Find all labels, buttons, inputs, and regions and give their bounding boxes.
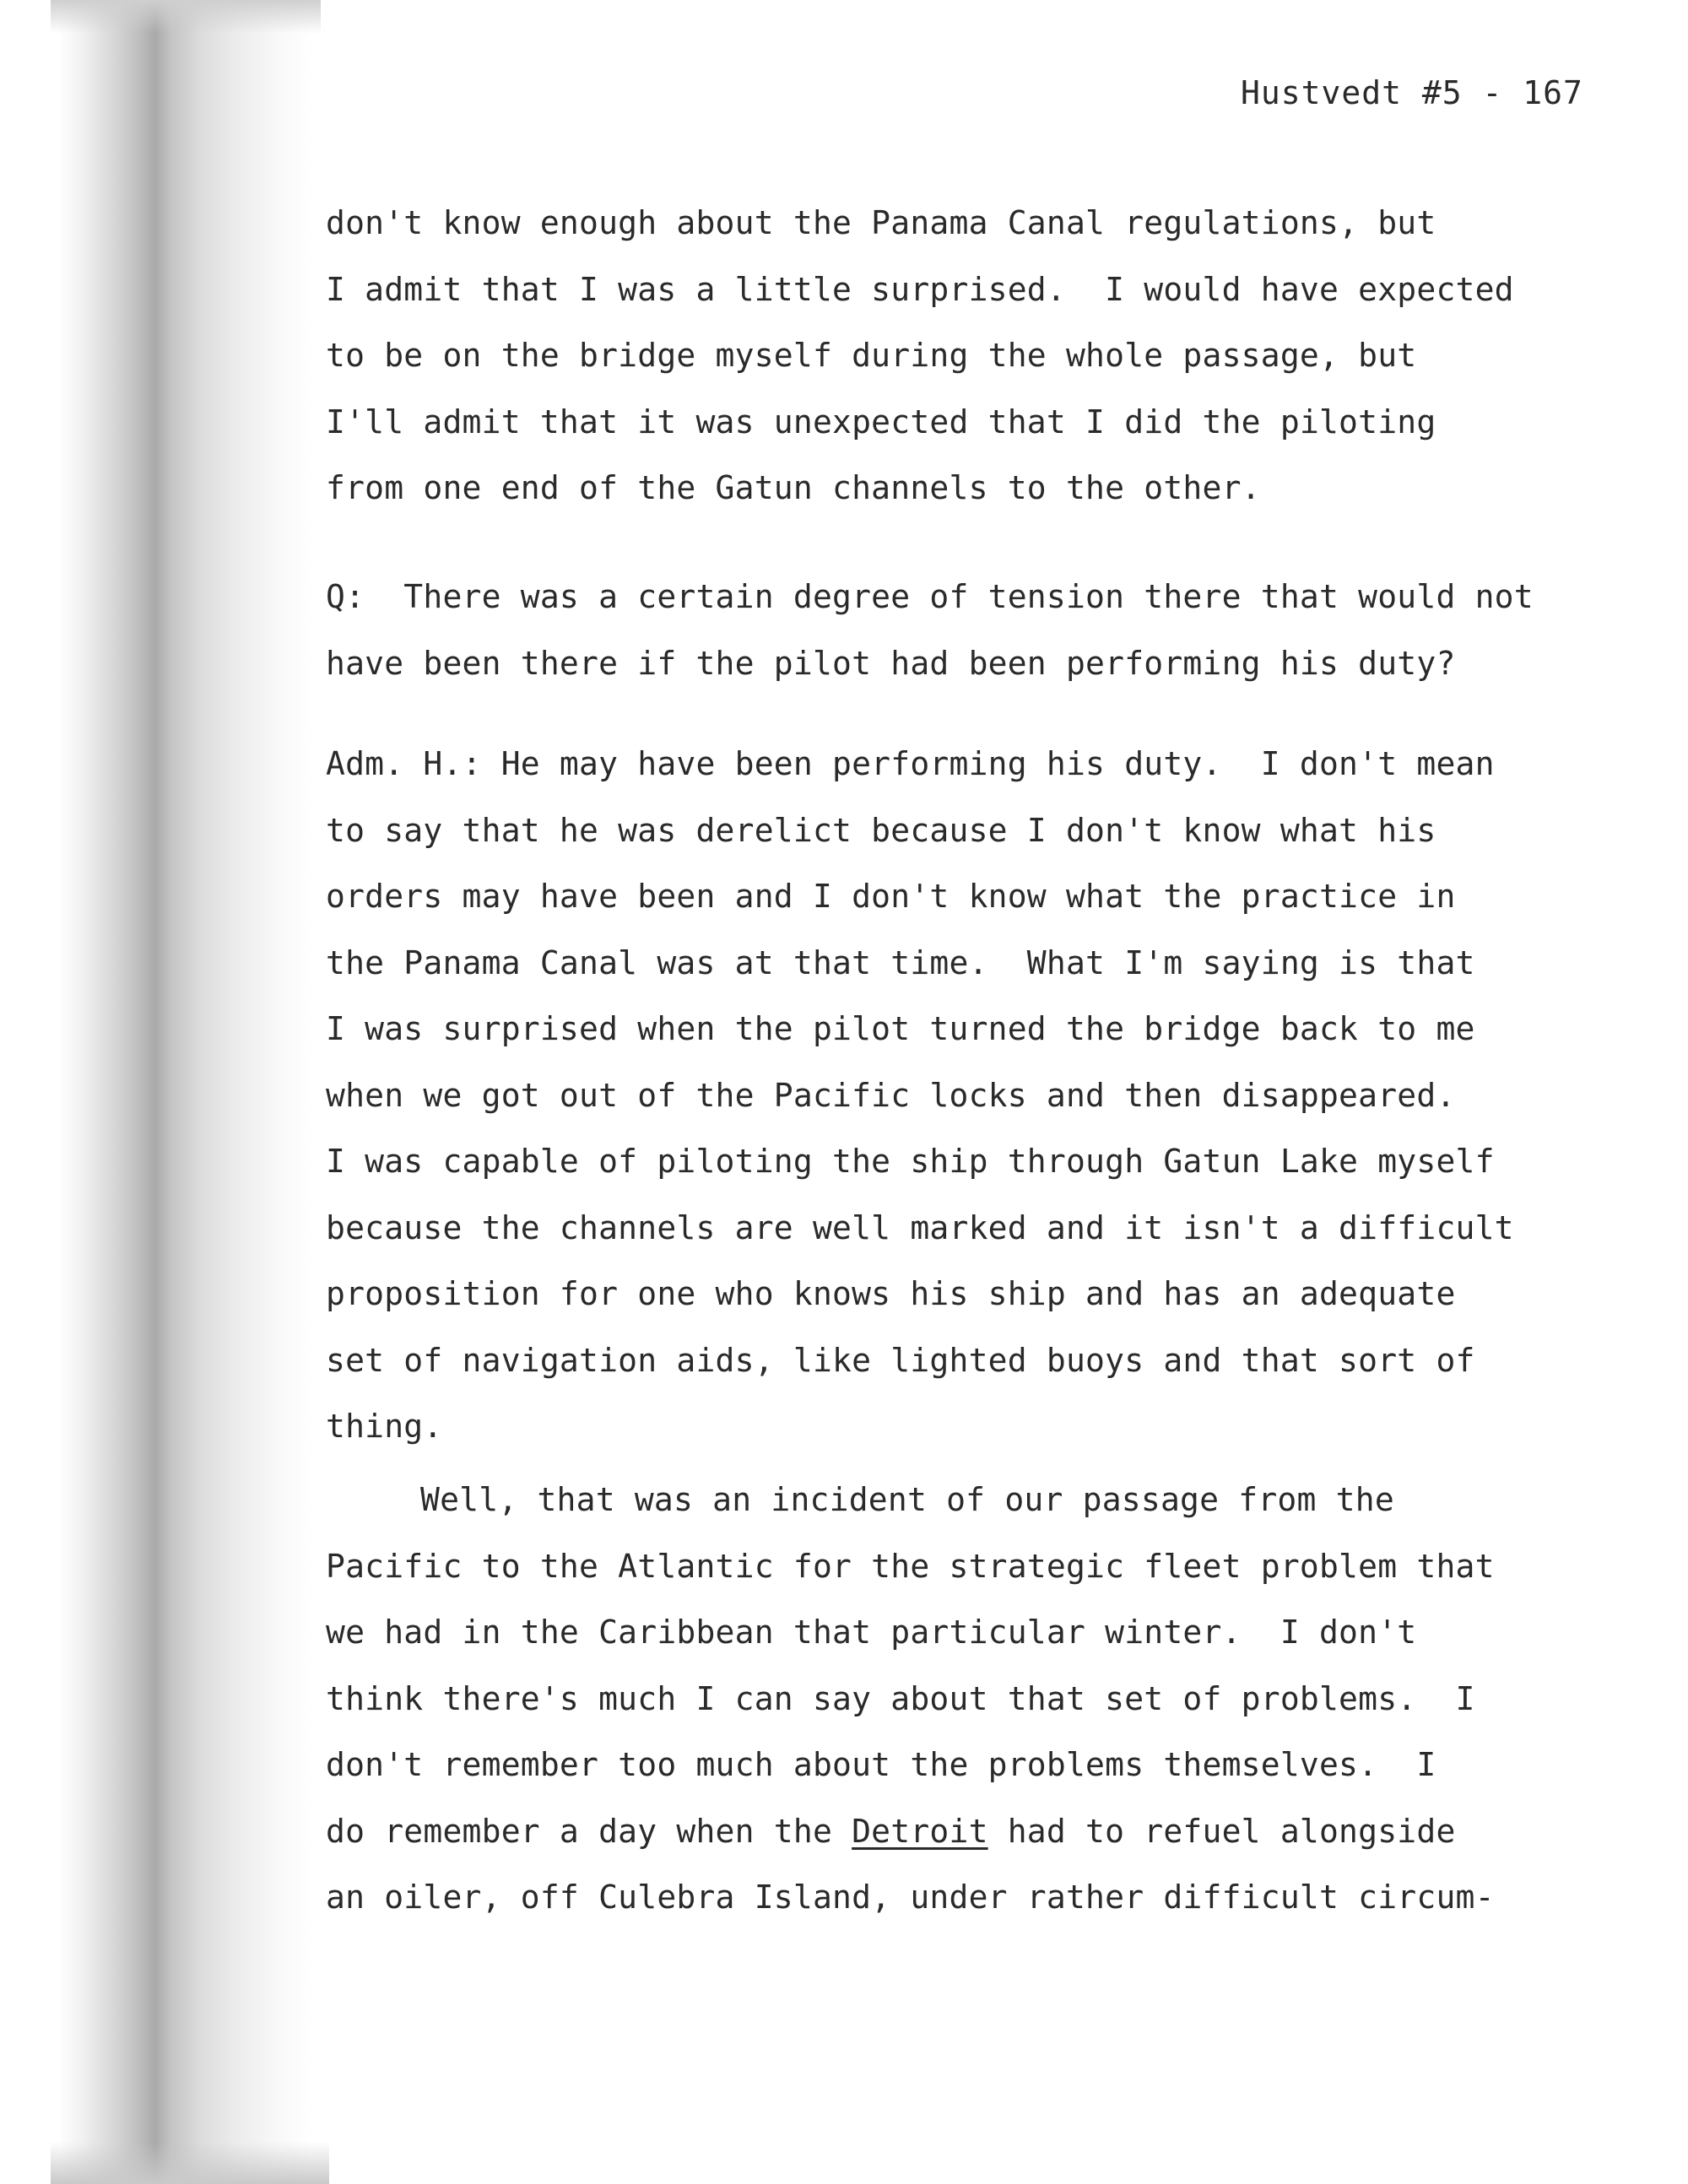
answer-line: thing. xyxy=(326,1408,443,1445)
question-line: have been there if the pilot had been performing his duty? xyxy=(326,644,1456,682)
binding-shadow xyxy=(59,0,312,2184)
text-line: don't remember too much about the problems themselves. I xyxy=(326,1746,1436,1783)
question-line xyxy=(326,564,1583,630)
answer-line: when we got out of the Pacific locks and then disappeared. xyxy=(326,1076,1456,1114)
ship-name: Detroit xyxy=(852,1812,988,1850)
text-line: I admit that I was a little surprised. I would have expected xyxy=(326,270,1514,308)
text-line: think there's much I can say about that set of problems. I xyxy=(326,1679,1475,1717)
answer-text: He may have been performing his duty. I don't mean xyxy=(481,745,1495,782)
binding-shadow-top xyxy=(51,0,321,34)
interview-answer xyxy=(326,731,1583,1460)
paragraph-1 xyxy=(326,190,1583,522)
text-line: to be on the bridge myself during the whole passage, but xyxy=(326,337,1417,374)
text-line: an oiler, off Culebra Island, under rather difficult circum- xyxy=(326,1879,1495,1916)
interview-question xyxy=(326,564,1583,696)
text-segment: had to refuel alongside xyxy=(987,1812,1456,1850)
answer-line: because the channels are well marked and it isn't a difficult xyxy=(326,1208,1514,1246)
text-line xyxy=(326,1798,1583,1865)
answer-line: I was surprised when the pilot turned the bridge back to me xyxy=(326,1010,1475,1047)
text-line: Well, that was an incident of our passage from the xyxy=(420,1481,1394,1518)
binding-shadow-bottom xyxy=(51,2142,329,2184)
answer-line: the Panama Canal was at that time. What I'm saying is that xyxy=(326,943,1475,981)
answer-line: orders may have been and I don't know what the practice in xyxy=(326,878,1456,915)
answer-speaker: Adm. H.: xyxy=(326,745,482,782)
text-line: I'll admit that it was unexpected that I did the piloting xyxy=(326,403,1436,441)
text-line: don't know enough about the Panama Canal regulations, but xyxy=(326,204,1436,241)
question-speaker: Q: xyxy=(326,578,365,615)
answer-line: to say that he was derelict because I don't know what his xyxy=(326,811,1436,849)
answer-line: I was capable of piloting the ship through Gatun Lake myself xyxy=(326,1143,1495,1180)
page-header: Hustvedt #5 - 167 xyxy=(1241,74,1583,111)
text-segment: do remember a day when the xyxy=(326,1812,852,1850)
answer-line: proposition for one who knows his ship and has an adequate xyxy=(326,1275,1456,1312)
text-line: from one end of the Gatun channels to the other. xyxy=(326,469,1261,506)
question-text: There was a certain degree of tension there that would not xyxy=(365,578,1534,615)
answer-line xyxy=(326,731,1583,797)
text-line: Pacific to the Atlantic for the strategic fleet problem that xyxy=(326,1547,1495,1585)
answer-line: set of navigation aids, like lighted buoys and that sort of xyxy=(326,1341,1475,1379)
paragraph-2 xyxy=(326,1467,1583,1931)
text-line: we had in the Caribbean that particular winter. I don't xyxy=(326,1614,1417,1651)
